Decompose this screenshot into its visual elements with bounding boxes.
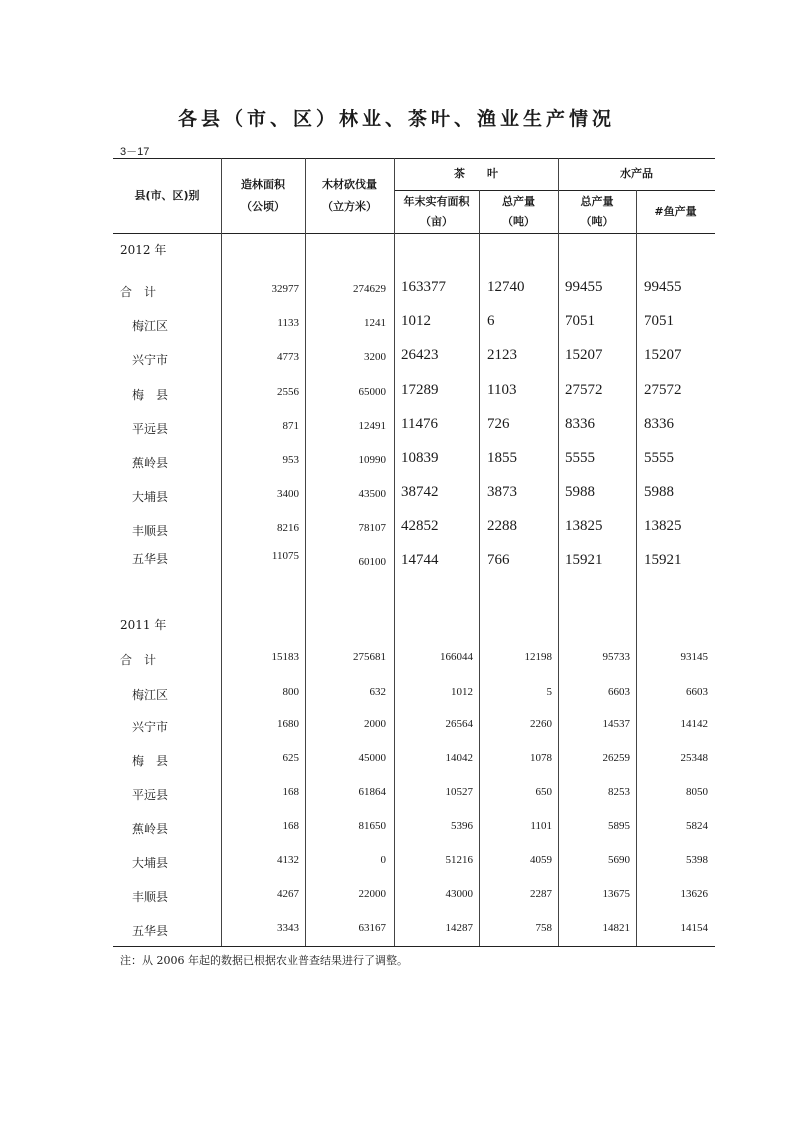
header-tea-output-unit: （吨） <box>502 215 535 228</box>
table-row <box>0 651 793 671</box>
tea-output-value: 2123 <box>487 347 517 363</box>
aqua-output-value: 13675 <box>602 888 630 900</box>
tea-area-value: 17289 <box>401 382 439 398</box>
aqua-output-value: 6603 <box>608 686 630 698</box>
header-timber-label: 木材砍伐量 <box>322 178 377 191</box>
tea-area-value: 43000 <box>445 888 473 900</box>
tea-area-value: 1012 <box>451 686 473 698</box>
fish-output-value: 5398 <box>686 854 708 866</box>
tea-output-value: 758 <box>535 922 552 934</box>
tea-area-value: 14744 <box>401 552 439 568</box>
header-afforest-unit: （公顷） <box>241 200 285 213</box>
region-name: 蕉岭县 <box>120 456 169 470</box>
timber-value: 12491 <box>358 420 386 432</box>
region-name: 平远县 <box>120 788 169 802</box>
header-tea-output-label: 总产量 <box>502 195 535 208</box>
tea-area-value: 51216 <box>445 854 473 866</box>
tea-area-value: 1012 <box>401 313 431 329</box>
afforest-value: 1133 <box>277 317 299 329</box>
year-label-2012: 2012 年 <box>120 243 167 257</box>
afforest-value: 871 <box>282 420 299 432</box>
timber-value: 274629 <box>353 283 386 295</box>
fish-output-value: 8336 <box>644 416 674 432</box>
fish-output-value: 13626 <box>680 888 708 900</box>
aqua-output-value: 26259 <box>602 752 630 764</box>
tea-area-value: 11476 <box>401 416 438 432</box>
header-afforest-label: 造林面积 <box>241 178 285 191</box>
table-row <box>0 686 793 706</box>
region-name: 平远县 <box>120 422 169 436</box>
afforest-value: 8216 <box>277 522 299 534</box>
tea-output-value: 4059 <box>530 854 552 866</box>
timber-value: 1241 <box>364 317 386 329</box>
header-aqua-output-label: 总产量 <box>580 195 614 208</box>
table-row <box>0 786 793 806</box>
timber-value: 60100 <box>358 556 386 568</box>
tea-area-value: 26564 <box>445 718 473 730</box>
table-code: 3－17 <box>120 146 150 158</box>
timber-value: 78107 <box>358 522 386 534</box>
tea-output-value: 3873 <box>487 484 517 500</box>
afforest-value: 3400 <box>277 488 299 500</box>
footnote: 注：从 2006 年起的数据已根据农业普查结果进行了调整。 <box>120 954 408 967</box>
tea-output-value: 1855 <box>487 450 517 466</box>
aqua-output-value: 5988 <box>565 484 595 500</box>
table-row <box>0 484 793 508</box>
tea-area-value: 26423 <box>401 347 439 363</box>
tea-output-value: 650 <box>535 786 552 798</box>
tea-area-value: 163377 <box>401 279 446 295</box>
header-aqua-output-unit: （吨） <box>580 215 614 228</box>
tea-output-value: 2260 <box>530 718 552 730</box>
region-name: 梅江区 <box>120 688 169 702</box>
region-name: 梅江区 <box>120 319 169 333</box>
fish-output-value: 5824 <box>686 820 708 832</box>
table-row <box>0 450 793 474</box>
aqua-output-value: 27572 <box>565 382 603 398</box>
afforest-value: 4773 <box>277 351 299 363</box>
region-name: 梅 县 <box>120 754 169 768</box>
header-aqua-group: 水产品 <box>620 167 653 180</box>
region-name: 兴宁市 <box>120 720 169 734</box>
fish-output-value: 13825 <box>644 518 682 534</box>
header-bottom-rule <box>113 233 715 234</box>
region-name: 梅 县 <box>120 388 169 402</box>
page-title: 各县（市、区）林业、茶叶、渔业生产情况 <box>177 108 615 130</box>
aqua-output-value: 99455 <box>565 279 603 295</box>
header-tea-area-label: 年末实有面积 <box>403 195 470 208</box>
afforest-value: 3343 <box>277 922 299 934</box>
aqua-output-value: 95733 <box>602 651 630 663</box>
fish-output-value: 15921 <box>644 552 682 568</box>
region-name: 大埔县 <box>120 490 169 504</box>
timber-value: 3200 <box>364 351 386 363</box>
region-name: 丰顺县 <box>120 890 169 904</box>
afforest-value: 1680 <box>277 718 299 730</box>
tea-output-value: 5 <box>546 686 552 698</box>
tea-output-value: 1101 <box>530 820 552 832</box>
tea-area-value: 42852 <box>401 518 439 534</box>
region-name: 五华县 <box>120 552 169 566</box>
tea-area-value: 5396 <box>451 820 473 832</box>
region-name: 合 计 <box>120 653 157 667</box>
timber-value: 22000 <box>358 888 386 900</box>
fish-output-value: 27572 <box>644 382 682 398</box>
aqua-output-value: 13825 <box>565 518 603 534</box>
timber-value: 45000 <box>358 752 386 764</box>
table-row <box>0 820 793 840</box>
fish-output-value: 5988 <box>644 484 674 500</box>
table-row <box>0 416 793 440</box>
fish-output-value: 14142 <box>680 718 708 730</box>
afforest-value: 32977 <box>271 283 299 295</box>
timber-value: 2000 <box>364 718 386 730</box>
tea-area-value: 38742 <box>401 484 439 500</box>
fish-output-value: 14154 <box>680 922 708 934</box>
table-row <box>0 347 793 371</box>
tea-output-value: 1103 <box>487 382 517 398</box>
fish-output-value: 93145 <box>680 651 708 663</box>
fish-output-value: 7051 <box>644 313 674 329</box>
afforest-value: 800 <box>282 686 299 698</box>
region-name: 兴宁市 <box>120 353 169 367</box>
afforest-value: 4132 <box>277 854 299 866</box>
aqua-output-value: 8336 <box>565 416 595 432</box>
timber-value: 632 <box>369 686 386 698</box>
timber-value: 0 <box>380 854 386 866</box>
tea-area-value: 10527 <box>445 786 473 798</box>
afforest-value: 625 <box>282 752 299 764</box>
region-name: 大埔县 <box>120 856 169 870</box>
region-name: 丰顺县 <box>120 524 169 538</box>
timber-value: 65000 <box>358 386 386 398</box>
tea-output-value: 2288 <box>487 518 517 534</box>
fish-output-value: 25348 <box>680 752 708 764</box>
table-row <box>0 888 793 908</box>
header-tea-area-unit: （亩） <box>420 215 453 228</box>
tea-area-value: 14042 <box>445 752 473 764</box>
table-row <box>0 382 793 406</box>
afforest-value: 2556 <box>277 386 299 398</box>
timber-value: 43500 <box>358 488 386 500</box>
afforest-value: 953 <box>282 454 299 466</box>
table-row <box>0 718 793 738</box>
tea-output-value: 12740 <box>487 279 525 295</box>
timber-value: 275681 <box>353 651 386 663</box>
tea-output-value: 6 <box>487 313 495 329</box>
aqua-output-value: 14537 <box>602 718 630 730</box>
region-name: 五华县 <box>120 924 169 938</box>
aqua-output-value: 14821 <box>602 922 630 934</box>
fish-output-value: 6603 <box>686 686 708 698</box>
table-row <box>0 313 793 337</box>
afforest-value: 11075 <box>271 550 299 562</box>
afforest-value: 168 <box>282 786 299 798</box>
table-row <box>0 518 793 542</box>
afforest-value: 15183 <box>271 651 299 663</box>
header-fish-output: #鱼产量 <box>654 205 697 218</box>
fish-output-value: 5555 <box>644 450 674 466</box>
aqua-output-value: 5555 <box>565 450 595 466</box>
aqua-output-value: 15921 <box>565 552 603 568</box>
afforest-value: 168 <box>282 820 299 832</box>
timber-value: 10990 <box>358 454 386 466</box>
year-label-2011: 2011 年 <box>120 618 167 632</box>
tea-output-value: 2287 <box>530 888 552 900</box>
tea-area-value: 166044 <box>440 651 473 663</box>
fish-output-value: 15207 <box>644 347 682 363</box>
tea-output-value: 726 <box>487 416 510 432</box>
aqua-output-value: 7051 <box>565 313 595 329</box>
header-region: 县(市、区)别 <box>134 189 200 202</box>
fish-output-value: 99455 <box>644 279 682 295</box>
header-tea-group: 茶 叶 <box>454 167 498 180</box>
tea-output-value: 12198 <box>524 651 552 663</box>
fish-output-value: 8050 <box>686 786 708 798</box>
aqua-output-value: 15207 <box>565 347 603 363</box>
timber-value: 61864 <box>358 786 386 798</box>
table-top-rule <box>113 158 715 159</box>
table-row <box>0 279 793 303</box>
tea-output-value: 1078 <box>530 752 552 764</box>
timber-value: 81650 <box>358 820 386 832</box>
table-row <box>0 550 793 570</box>
region-name: 蕉岭县 <box>120 822 169 836</box>
timber-value: 63167 <box>358 922 386 934</box>
header-timber-unit: （立方米） <box>322 200 377 213</box>
region-name: 合 计 <box>120 285 157 299</box>
aqua-output-value: 5895 <box>608 820 630 832</box>
table-row <box>0 922 793 942</box>
aqua-output-value: 5690 <box>608 854 630 866</box>
table-row <box>0 752 793 772</box>
aqua-output-value: 8253 <box>608 786 630 798</box>
afforest-value: 4267 <box>277 888 299 900</box>
tea-output-value: 766 <box>487 552 510 568</box>
table-bottom-rule <box>113 946 715 947</box>
table-row <box>0 854 793 874</box>
tea-area-value: 10839 <box>401 450 439 466</box>
tea-area-value: 14287 <box>445 922 473 934</box>
